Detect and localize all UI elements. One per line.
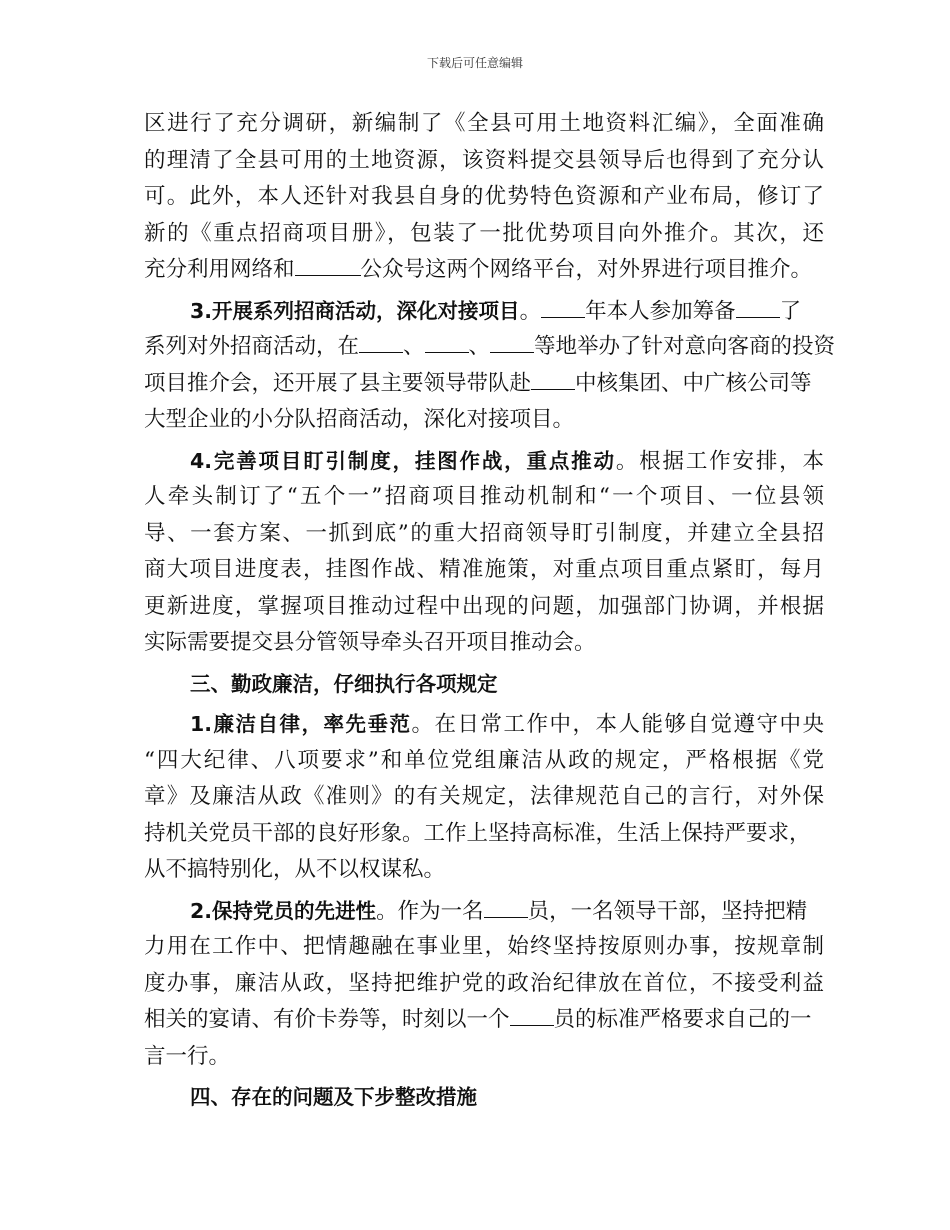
fill-blank [425,334,469,353]
paragraph-line: 的理清了全县可用的土地资源，该资料提交县领导后也得到了充分认 [144,147,824,173]
subheading-2: 2.保持党员的先进性 [190,898,377,923]
paragraph-line: 人牵头制订了“五个一”招商项目推动机制和“一个项目、一位县领 [144,484,824,509]
text-run: 中核集团、中广核公司等 [575,370,812,396]
text-run: 项目推介会，还开展了县主要领导带队赴 [144,370,532,396]
text-run: 员的标准严格要求自己的一 [553,1007,812,1032]
paragraph-line: 度办事，廉洁从政，坚持把维护党的政治纪律放在首位，不接受利益 [144,970,824,996]
text-run: 系列对外招商活动，在 [144,334,360,359]
paragraph-line: 新的《重点招商项目册》，包装了一批优势项目向外推介。其次，还 [144,220,824,246]
subheading-1: 1.廉洁自律，率先垂范 [190,712,412,736]
text-run: 。作为一名 [376,898,484,924]
document-body [144,106,836,1116]
paragraph-line: 章》及廉洁从政《准则》的有关规定，法律规范自己的言行，对外保 [144,784,824,809]
paragraph-line: 更新进度，掌握项目推动过程中出现的问题，加强部门协调，并根据 [144,593,824,619]
subheading-4: 4.完善项目盯引制度，挂图作战，重点推动 [190,448,616,473]
paragraph-line: 力用在工作中、把情趣融在事业里，始终坚持按原则办事，按规章制 [144,934,824,959]
section-title: 四、存在的问题及下步整改措施 [190,1085,477,1109]
paragraph-line [144,443,824,480]
text-run: 。根据工作安排，本 [615,448,824,474]
fill-blank [490,334,534,353]
paragraph-line [144,329,836,366]
paragraph-line: “四大纪律、八项要求”和单位党组廉洁从政的规定，严格根据《党 [144,747,824,773]
paragraph-line: 从不搞特别化，从不以权谋私。 [144,857,446,882]
text-run: 员，一名领导干部，坚持把精 [527,898,808,924]
fill-blank [531,371,575,390]
page-header: 下载后可任意编辑 [426,56,523,70]
paragraph-line: 大型企业的小分队招商活动，深化对接项目。 [144,407,575,432]
text-run: 。在日常工作中，本人能够自觉遵守中央 [411,712,824,737]
text-run: 相关的宴请、有价卡券等，时刻以一个 [144,1007,510,1032]
subheading-3: 3.开展系列招商活动，深化对接项目 [190,298,520,323]
fill-blank [484,899,528,918]
paragraph-line: 区进行了充分调研，新编制了《全县可用土地资料汇编》，全面准确 [144,111,824,136]
section-heading-4 [144,1079,824,1116]
text-run: 。 [519,298,542,324]
paragraph-line: 商大项目进度表，挂图作战、精准施策，对重点项目重点紧盯，每月 [144,557,824,582]
text-run: 、 [403,334,425,359]
text-run: 年本人参加筹备 [585,298,736,324]
text-run: 充分利用网络和 [144,257,295,282]
paragraph-line: 持机关党员干部的良好形象。工作上坚持高标准，生活上保持严要求， [144,820,811,846]
paragraph-line [144,1002,824,1039]
paragraph-line: 可。此外，本人还针对我县自身的优势特色资源和产业布局，修订了 [144,184,824,209]
paragraph-line [144,252,824,289]
text-run: 公众号这两个网络平台，对外界进行项目推介。 [360,257,813,282]
text-run: 了 [779,298,802,324]
section-title: 三、勤政廉洁，仔细执行各项规定 [190,671,498,696]
paragraph-line [144,293,824,330]
paragraph-line [144,706,824,743]
paragraph-line: 实际需要提交县分管领导牵头召开项目推动会。 [144,630,596,655]
fill-blank [510,1007,554,1026]
fill-blank [736,299,780,318]
fill-blank [541,299,585,318]
section-heading-3 [144,666,824,703]
fill-blank [295,257,361,276]
paragraph-line [144,893,824,930]
fill-blank [359,334,403,353]
paragraph-line: 言一行。 [144,1043,231,1069]
paragraph-line: 导、一套方案、一抓到底”的重大招商领导盯引制度，并建立全县招 [144,520,824,546]
text-run: 等地举办了针对意向客商的投资 [534,334,836,359]
text-run: 、 [468,334,491,359]
paragraph-line [144,366,824,403]
